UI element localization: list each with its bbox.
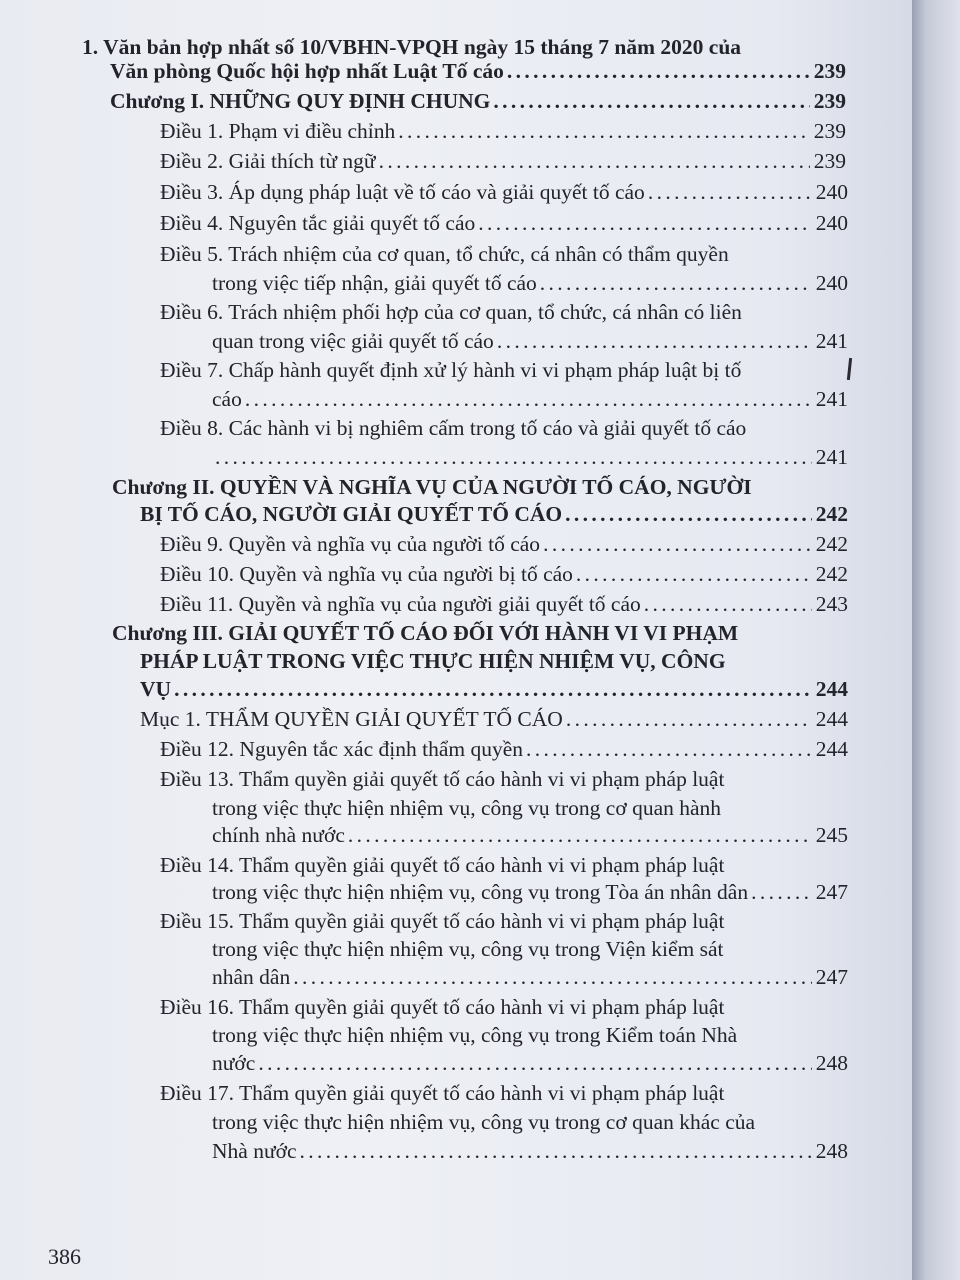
toc-entry-article-cont: trong việc thực hiện nhiệm vụ, công vụ trong Viện kiểm sát — [212, 937, 724, 961]
toc-entry-article: Điều 17. Thẩm quyền giải quyết tố cáo hành vi vi phạm pháp luật — [160, 1081, 725, 1105]
toc-entry-article: Điều 15. Thẩm quyền giải quyết tố cáo hành vi vi phạm pháp luật — [160, 909, 725, 933]
toc-entry-article: Điều 11. Quyền và nghĩa vụ của người giải quyết tố cáo . . . 243 — [160, 589, 848, 619]
toc-entry-article-cont: trong việc thực hiện nhiệm vụ, công vụ trong Tòa án nhân dân . . . 247 — [212, 877, 848, 907]
toc-entry-chapter: Chương II. QUYỀN VÀ NGHĨA VỤ CỦA NGƯỜI TỐ CÁO, NGƯỜI — [112, 475, 752, 499]
toc-entry-chapter: Chương III. GIẢI QUYẾT TỐ CÁO ĐỐI VỚI HÀNH VI VI PHẠM — [112, 621, 739, 645]
toc-entry-article-cont: chính nhà nước . . . 245 — [212, 820, 848, 850]
page-number: 386 — [48, 1244, 81, 1269]
toc-entry-article-cont: trong việc thực hiện nhiệm vụ, công vụ trong cơ quan hành — [212, 796, 722, 820]
toc-entry-article: Điều 6. Trách nhiệm phối hợp của cơ quan, tổ chức, cá nhân có liên — [160, 300, 742, 324]
toc-entry-article: Điều 1. Phạm vi điều chỉnh . . . 239 — [160, 116, 846, 146]
toc-entry-article: Điều 8. Các hành vi bị nghiêm cấm trong tố cáo và giải quyết tố cáo — [160, 416, 747, 440]
toc-entry-article: Điều 10. Quyền và nghĩa vụ của người bị tố cáo . . . 242 — [160, 559, 848, 589]
toc-entry-article: Điều 12. Nguyên tắc xác định thẩm quyền . . . 244 — [160, 734, 848, 764]
toc-entry-article-cont: nước . . . 248 — [212, 1048, 848, 1078]
toc-entry-heading: Văn phòng Quốc hội hợp nhất Luật Tố cáo . . . 239 — [110, 56, 846, 86]
toc-entry-article: Điều 4. Nguyên tắc giải quyết tố cáo . . . 240 — [160, 208, 848, 238]
toc-entry-section: Mục 1. THẨM QUYỀN GIẢI QUYẾT TỐ CÁO . . . 244 — [140, 704, 848, 734]
toc-entry-chapter-cont: PHÁP LUẬT TRONG VIỆC THỰC HIỆN NHIỆM VỤ, CÔNG — [140, 649, 726, 673]
toc-entry-article-cont: nhân dân . . . 247 — [212, 962, 848, 992]
toc-entry-article: Điều 5. Trách nhiệm của cơ quan, tổ chức, cá nhân có thẩm quyền — [160, 242, 729, 266]
toc-entry-article-cont: . . . 241 — [212, 442, 848, 472]
toc-entry-chapter-cont: BỊ TỐ CÁO, NGƯỜI GIẢI QUYẾT TỐ CÁO . . . 242 — [140, 499, 848, 529]
toc-entry-article: Điều 7. Chấp hành quyết định xử lý hành vi vi phạm pháp luật bị tố — [160, 358, 742, 382]
toc-entry-article-cont: trong việc thực hiện nhiệm vụ, công vụ trong cơ quan khác của — [212, 1110, 756, 1134]
toc-entry-article: Điều 13. Thẩm quyền giải quyết tố cáo hành vi vi phạm pháp luật — [160, 767, 725, 791]
toc-entry-article-cont: Nhà nước . . . 248 — [212, 1136, 848, 1166]
toc-entry-article: Điều 9. Quyền và nghĩa vụ của người tố cáo . . . 242 — [160, 529, 848, 559]
toc-entry-heading: 1. Văn bản hợp nhất số 10/VBHN-VPQH ngày 15 tháng 7 năm 2020 của — [82, 35, 742, 59]
toc-entry-article-cont: trong việc thực hiện nhiệm vụ, công vụ trong Kiểm toán Nhà — [212, 1023, 738, 1047]
toc-entry-article-cont: trong việc tiếp nhận, giải quyết tố cáo . . . 240 — [212, 268, 848, 298]
toc-entry-article: Điều 16. Thẩm quyền giải quyết tố cáo hành vi vi phạm pháp luật — [160, 995, 725, 1019]
toc-entry-chapter: Chương I. NHỮNG QUY ĐỊNH CHUNG . . . 239 — [110, 86, 846, 116]
toc-entry-article: Điều 2. Giải thích từ ngữ . . . 239 — [160, 146, 846, 176]
toc-entry-article: Điều 14. Thẩm quyền giải quyết tố cáo hành vi vi phạm pháp luật — [160, 853, 725, 877]
toc-entry-article-cont: cáo . . . 241 — [212, 384, 848, 414]
page-edge — [912, 0, 960, 1280]
toc-entry-article: Điều 3. Áp dụng pháp luật về tố cáo và giải quyết tố cáo . . . 240 — [160, 177, 848, 207]
toc-entry-article-cont: quan trong việc giải quyết tố cáo . . . 241 — [212, 326, 848, 356]
toc-entry-chapter-cont: VỤ . . . 244 — [140, 674, 848, 704]
